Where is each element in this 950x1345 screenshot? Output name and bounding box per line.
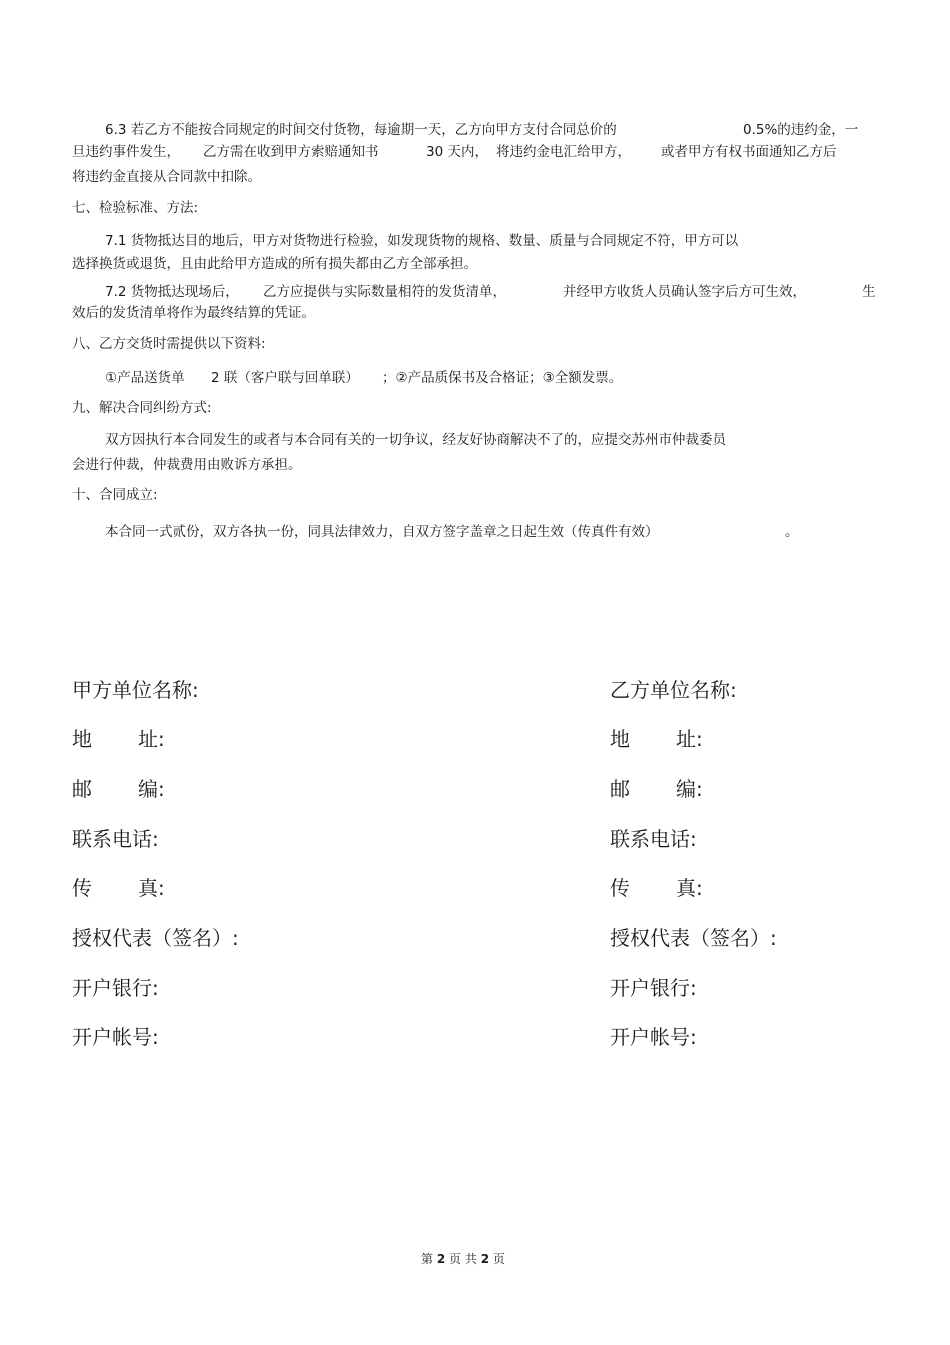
clause-7-1-line2: 选择换货或退货，且由此给甲方造成的所有损失都由乙方全部承担。 <box>72 256 477 272</box>
footer-middle: 页 共 <box>449 1252 477 1266</box>
footer-total-pages: 2 <box>480 1252 490 1266</box>
clause-7-2-line1-c: 并经甲方收货人员确认签字后方可生效， <box>563 284 806 300</box>
party-b-phone-label: 联系电话: <box>610 827 697 851</box>
clause-7-2-line2: 效后的发货清单将作为最终结算的凭证。 <box>72 305 315 321</box>
clause-6-3-line3: 将违约金直接从合同款中扣除。 <box>72 169 261 185</box>
section-9-line1: 双方因执行本合同发生的或者与本合同有关的一切争议，经友好协商解决不了的，应提交苏州市仲裁委员 <box>105 432 726 448</box>
party-a-fax-label-2: 真: <box>138 876 165 900</box>
section-9-heading: 九、解决合同纠纷方式: <box>72 400 212 416</box>
section-8-item-b: 2 联（客户联与回单联） <box>211 370 359 386</box>
clause-6-3-line2-e: 或者甲方有权书面通知乙方后 <box>661 144 837 160</box>
clause-6-3-line2-b: 乙方需在收到甲方索赔通知书 <box>203 144 379 160</box>
party-a-fax-label-1: 传 <box>72 876 92 900</box>
party-a-phone-label: 联系电话: <box>72 827 159 851</box>
clause-7-1-line1: 7.1 货物抵达目的地后，甲方对货物进行检验，如发现货物的规格、数量、质量与合同规定不符，甲方可以 <box>105 233 739 249</box>
clause-6-3-line1-rate: 0.5%的违约金，一 <box>743 122 859 138</box>
party-b-representative-label: 授权代表（签名）: <box>610 926 777 950</box>
clause-6-3-line2-a: 旦违约事件发生， <box>72 144 180 160</box>
section-9-line2: 会进行仲裁，仲裁费用由败诉方承担。 <box>72 457 302 473</box>
party-a-address-label-1: 地 <box>72 727 92 751</box>
party-b-address-label-2: 址: <box>676 727 703 751</box>
footer-page-number: 2 <box>436 1252 446 1266</box>
clause-7-2-line1-a: 7.2 货物抵达现场后， <box>105 284 239 300</box>
footer-prefix: 第 <box>421 1252 434 1266</box>
party-a-name-label: 甲方单位名称: <box>72 678 199 702</box>
party-a-postcode-label-1: 邮 <box>72 777 92 801</box>
party-b-postcode-label-2: 编: <box>676 777 703 801</box>
party-a-bank-label: 开户银行: <box>72 976 159 1000</box>
party-b-name-label: 乙方单位名称: <box>610 678 737 702</box>
party-b-fax-label-1: 传 <box>610 876 630 900</box>
party-b-bank-label: 开户银行: <box>610 976 697 1000</box>
section-10-line: 本合同一式贰份，双方各执一份，同具法律效力，自双方签字盖章之日起生效（传真件有效） <box>105 524 659 540</box>
page-footer <box>421 1250 505 1267</box>
section-8-heading: 八、乙方交货时需提供以下资料: <box>72 336 266 352</box>
section-10-period: 。 <box>785 524 799 540</box>
section-7-heading: 七、检验标准、方法: <box>72 200 199 216</box>
section-8-item-a: ①产品送货单 <box>105 370 185 386</box>
clause-6-3-line2-c: 30 天内， <box>426 144 488 160</box>
party-a-account-label: 开户帐号: <box>72 1025 159 1049</box>
clause-6-3-line2-d: 将违约金电汇给甲方， <box>496 144 631 160</box>
clause-6-3-line1: 6.3 若乙方不能按合同规定的时间交付货物，每逾期一天，乙方向甲方支付合同总价的 <box>105 122 617 138</box>
party-a-address-label-2: 址: <box>138 727 165 751</box>
section-8-item-c: ；②产品质保书及合格证；③全额发票。 <box>382 370 623 386</box>
footer-suffix: 页 <box>492 1252 505 1266</box>
party-b-fax-label-2: 真: <box>676 876 703 900</box>
section-10-heading: 十、合同成立: <box>72 487 158 503</box>
party-b-postcode-label-1: 邮 <box>610 777 630 801</box>
party-a-postcode-label-2: 编: <box>138 777 165 801</box>
clause-7-2-line1-d: 生 <box>862 284 876 300</box>
party-b-address-label-1: 地 <box>610 727 630 751</box>
party-b-account-label: 开户帐号: <box>610 1025 697 1049</box>
clause-7-2-line1-b: 乙方应提供与实际数量相符的发货清单， <box>263 284 506 300</box>
party-a-representative-label: 授权代表（签名）: <box>72 926 239 950</box>
